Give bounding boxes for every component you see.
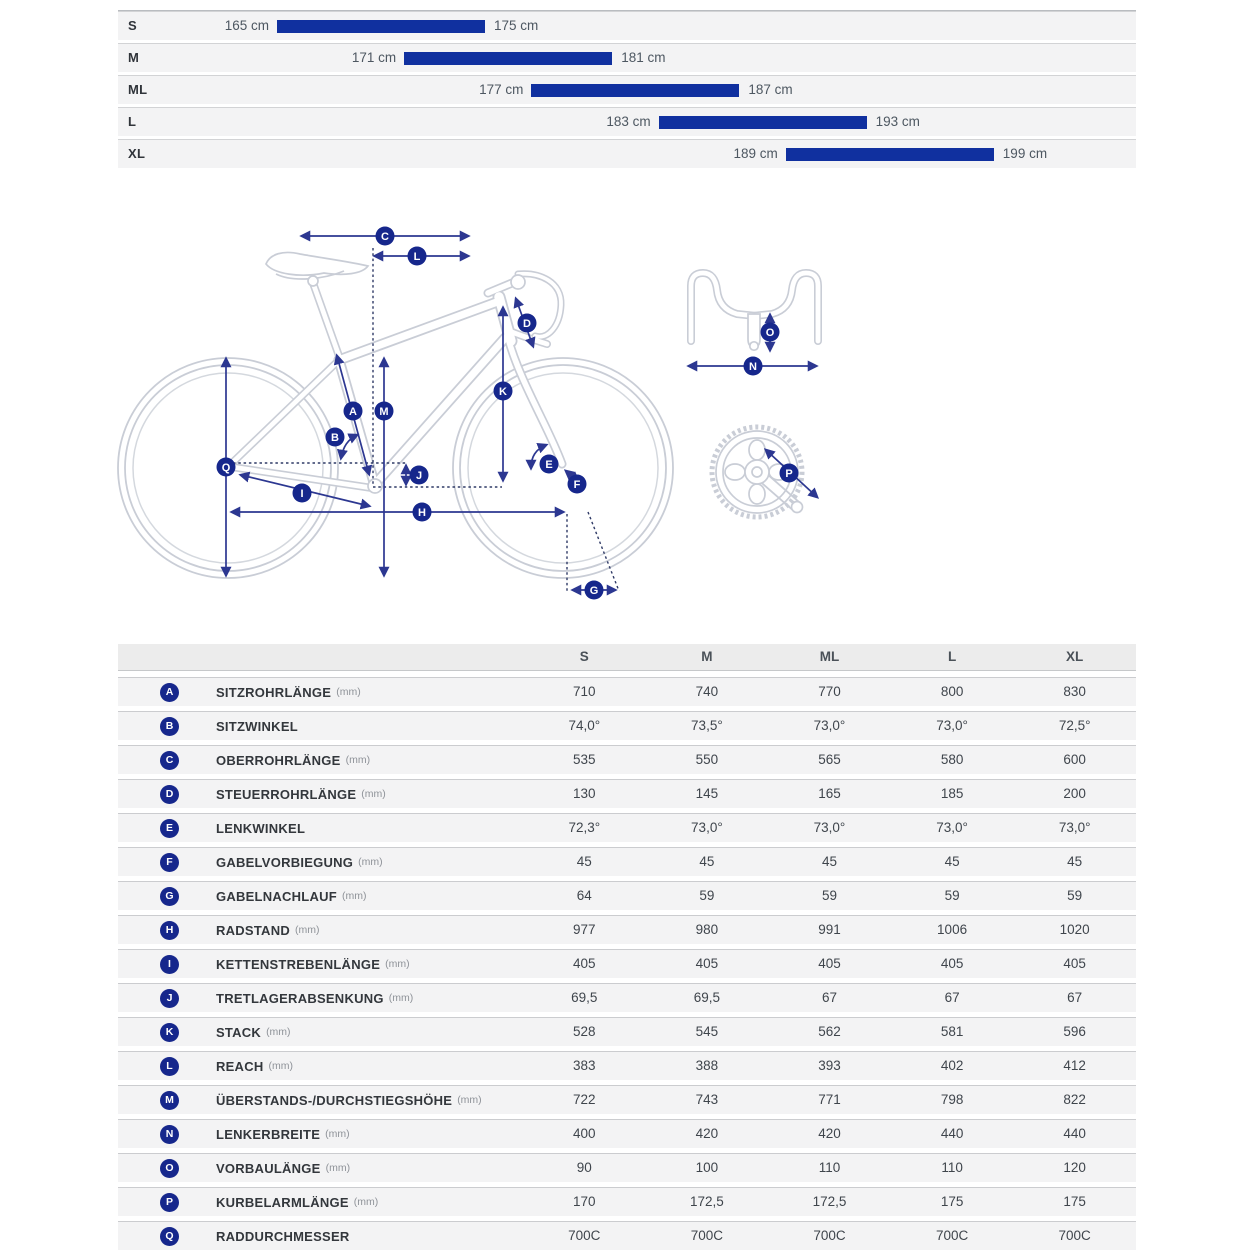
size-chart-row-XL bbox=[118, 139, 1136, 168]
height-min-label: 165 cm bbox=[224, 18, 269, 33]
value-cell-F-M: 45 bbox=[699, 854, 715, 869]
row-badge-K: K bbox=[160, 1023, 179, 1042]
svg-text:I: I bbox=[300, 487, 304, 500]
value-cell-E-ML: 73,0° bbox=[813, 820, 846, 835]
row-measure-unit: (mm) bbox=[325, 1162, 351, 1174]
height-range-bar bbox=[786, 148, 994, 161]
geometry-row-Q bbox=[118, 1221, 1136, 1250]
value-cell-L-ML: 393 bbox=[818, 1058, 841, 1073]
row-measure-name: ÜBERSTANDS-/DURCHSTIEGSHÖHE bbox=[216, 1092, 453, 1108]
geometry-row-D bbox=[118, 779, 1136, 808]
value-cell-N-ML: 420 bbox=[818, 1126, 841, 1141]
geometry-row-P bbox=[118, 1187, 1136, 1216]
value-cell-P-L: 175 bbox=[940, 1194, 964, 1209]
height-range-bar bbox=[277, 20, 485, 33]
rider-height-size-chart bbox=[118, 10, 1136, 171]
row-measure-name: TRETLAGERABSENKUNG bbox=[216, 990, 384, 1006]
row-measure-unit: (mm) bbox=[457, 1094, 482, 1106]
value-cell-L-L: 402 bbox=[940, 1058, 964, 1073]
size-chart-row-S bbox=[118, 11, 1136, 40]
row-measure-unit: (mm) bbox=[385, 958, 410, 970]
row-measure-name: STEUERROHRLÄNGE bbox=[216, 786, 357, 802]
geometry-row-H bbox=[118, 915, 1136, 944]
row-label-cell bbox=[118, 746, 523, 774]
value-cell-O-S: 90 bbox=[576, 1160, 592, 1175]
value-cell-G-L: 59 bbox=[944, 888, 960, 903]
value-cell-G-XL: 59 bbox=[1067, 888, 1083, 903]
height-max-label: 175 cm bbox=[494, 18, 539, 33]
geometry-row-A bbox=[118, 677, 1136, 706]
value-cell-Q-S: 700C bbox=[568, 1228, 601, 1243]
value-cell-M-S: 722 bbox=[573, 1092, 596, 1107]
row-measure-unit: (mm) bbox=[294, 924, 320, 936]
row-measure-unit: (mm) bbox=[266, 1026, 291, 1038]
height-max-label: 199 cm bbox=[1002, 146, 1048, 161]
value-cell-L-XL: 412 bbox=[1063, 1058, 1086, 1073]
value-cell-E-L: 73,0° bbox=[936, 820, 968, 835]
row-measure-name: RADSTAND bbox=[216, 922, 290, 938]
row-label-cell bbox=[118, 1222, 523, 1250]
geometry-row-I bbox=[118, 949, 1136, 978]
value-cell-Q-XL: 700C bbox=[1058, 1228, 1091, 1243]
row-label-cell bbox=[118, 814, 523, 842]
row-badge-L: L bbox=[160, 1057, 179, 1076]
value-cell-I-L: 405 bbox=[940, 956, 964, 971]
geometry-table bbox=[118, 644, 1136, 1255]
row-badge-D: D bbox=[160, 785, 179, 804]
saddle bbox=[266, 252, 368, 275]
geometry-row-K bbox=[118, 1017, 1136, 1046]
saddle-clamp bbox=[308, 276, 318, 286]
row-label-cell bbox=[118, 1018, 523, 1046]
row-label-cell bbox=[118, 780, 523, 808]
row-measure-unit: (mm) bbox=[358, 856, 383, 868]
value-cell-K-ML: 562 bbox=[818, 1024, 841, 1039]
value-cell-O-ML: 110 bbox=[818, 1160, 841, 1175]
value-cell-D-ML: 165 bbox=[818, 786, 841, 801]
value-cell-J-ML: 67 bbox=[821, 990, 837, 1005]
value-cell-G-ML: 59 bbox=[821, 888, 837, 903]
height-min-label: 177 cm bbox=[479, 82, 524, 97]
value-cell-F-XL: 45 bbox=[1067, 854, 1083, 869]
row-label-cell bbox=[118, 950, 523, 978]
value-cell-K-L: 581 bbox=[940, 1024, 964, 1039]
row-badge-J: J bbox=[160, 989, 179, 1008]
value-cell-F-ML: 45 bbox=[821, 854, 837, 869]
crank-spindle bbox=[745, 460, 769, 484]
value-cell-I-XL: 405 bbox=[1063, 956, 1086, 971]
row-measure-name: LENKERBREITE bbox=[216, 1126, 321, 1142]
value-cell-A-XL: 830 bbox=[1063, 684, 1086, 699]
svg-text:N: N bbox=[749, 360, 757, 373]
value-cell-A-S: 710 bbox=[573, 684, 596, 699]
size-label: ML bbox=[128, 82, 148, 97]
row-measure-unit: (mm) bbox=[361, 788, 386, 800]
row-label-cell bbox=[118, 848, 523, 876]
row-measure-name: GABELNACHLAUF bbox=[216, 888, 337, 904]
row-badge-C: C bbox=[160, 751, 179, 770]
row-badge-Q: Q bbox=[160, 1227, 179, 1246]
size-label: S bbox=[128, 18, 137, 33]
value-cell-Q-L: 700C bbox=[935, 1228, 969, 1243]
geometry-row-F bbox=[118, 847, 1136, 876]
value-cell-K-M: 545 bbox=[695, 1024, 719, 1039]
value-cell-Q-M: 700C bbox=[690, 1228, 724, 1243]
svg-text:P: P bbox=[785, 467, 793, 480]
handlebar-clamp bbox=[511, 275, 525, 289]
row-badge-H: H bbox=[160, 921, 179, 940]
svg-text:O: O bbox=[765, 326, 775, 339]
table-header-row bbox=[118, 644, 1136, 671]
value-cell-J-S: 69,5 bbox=[571, 990, 598, 1005]
svg-text:L: L bbox=[413, 250, 421, 263]
value-cell-B-M: 73,5° bbox=[691, 718, 723, 733]
value-cell-J-M: 69,5 bbox=[693, 990, 721, 1005]
row-label-cell bbox=[118, 1188, 523, 1216]
value-cell-Q-ML: 700C bbox=[813, 1228, 846, 1243]
height-range-bar bbox=[659, 116, 867, 129]
svg-text:Q: Q bbox=[221, 461, 231, 474]
geometry-row-G bbox=[118, 881, 1136, 910]
row-measure-name: KURBELARMLÄNGE bbox=[216, 1194, 349, 1210]
value-cell-I-ML: 405 bbox=[818, 956, 841, 971]
diagram-badge-P bbox=[780, 464, 799, 483]
height-max-label: 181 cm bbox=[621, 50, 666, 65]
row-badge-N: N bbox=[160, 1125, 179, 1144]
svg-text:F: F bbox=[573, 478, 581, 491]
value-cell-P-ML: 172,5 bbox=[812, 1194, 847, 1209]
row-badge-G: G bbox=[160, 887, 179, 906]
row-label-cell bbox=[118, 678, 523, 706]
row-badge-A: A bbox=[160, 683, 179, 702]
row-measure-name: LENKWINKEL bbox=[216, 820, 306, 836]
diagram-badge-I bbox=[293, 484, 312, 503]
value-cell-H-S: 977 bbox=[573, 922, 596, 937]
bottom-bracket bbox=[368, 479, 382, 493]
value-cell-N-M: 420 bbox=[695, 1126, 719, 1141]
svg-text:C: C bbox=[381, 230, 389, 243]
value-cell-D-XL: 200 bbox=[1063, 786, 1086, 801]
row-label-cell bbox=[118, 1052, 523, 1080]
row-label-cell bbox=[118, 1120, 523, 1148]
value-cell-P-S: 170 bbox=[573, 1194, 596, 1209]
value-cell-N-S: 400 bbox=[573, 1126, 596, 1141]
column-header-ML: ML bbox=[819, 649, 840, 664]
row-measure-unit: (mm) bbox=[353, 1196, 379, 1208]
diagram-badge-C bbox=[376, 227, 395, 246]
row-measure-name: OBERROHRLÄNGE bbox=[216, 752, 341, 768]
height-range-bar bbox=[531, 84, 739, 97]
table-header-spacer bbox=[118, 644, 523, 670]
height-range-bar bbox=[404, 52, 612, 65]
value-cell-M-M: 743 bbox=[695, 1092, 719, 1107]
value-cell-H-L: 1006 bbox=[937, 922, 968, 937]
diagram-badge-H bbox=[413, 503, 432, 522]
svg-text:J: J bbox=[415, 469, 423, 482]
diagram-badge-N bbox=[744, 357, 763, 376]
row-badge-E: E bbox=[160, 819, 179, 838]
value-cell-A-ML: 770 bbox=[818, 684, 841, 699]
svg-text:G: G bbox=[589, 584, 599, 597]
geometry-row-C bbox=[118, 745, 1136, 774]
geometry-row-B bbox=[118, 711, 1136, 740]
value-cell-L-M: 388 bbox=[695, 1058, 719, 1073]
row-badge-M: M bbox=[160, 1091, 179, 1110]
value-cell-C-S: 535 bbox=[573, 752, 596, 767]
row-label-cell bbox=[118, 916, 523, 944]
value-cell-C-XL: 600 bbox=[1063, 752, 1086, 767]
row-label-cell bbox=[118, 882, 523, 910]
bike-geometry-diagram bbox=[0, 210, 1254, 610]
value-cell-D-L: 185 bbox=[940, 786, 964, 801]
row-badge-B: B bbox=[160, 717, 179, 736]
row-measure-unit: (mm) bbox=[336, 686, 361, 698]
column-header-M: M bbox=[701, 649, 713, 664]
value-cell-O-XL: 120 bbox=[1063, 1160, 1086, 1175]
row-measure-name: VORBAULÄNGE bbox=[216, 1160, 321, 1176]
geometry-row-O bbox=[118, 1153, 1136, 1182]
svg-text:H: H bbox=[418, 506, 426, 519]
pedal-hole bbox=[792, 502, 803, 513]
diagram-badge-M bbox=[375, 402, 394, 421]
value-cell-K-S: 528 bbox=[573, 1024, 596, 1039]
svg-text:K: K bbox=[499, 385, 507, 398]
value-cell-G-M: 59 bbox=[699, 888, 715, 903]
svg-text:M: M bbox=[379, 405, 389, 418]
row-measure-unit: (mm) bbox=[345, 754, 371, 766]
value-cell-L-S: 383 bbox=[573, 1058, 596, 1073]
size-chart-row-L bbox=[118, 107, 1136, 136]
value-cell-E-M: 73,0° bbox=[691, 820, 723, 835]
column-header-S: S bbox=[579, 649, 589, 664]
value-cell-H-ML: 991 bbox=[818, 922, 841, 937]
height-min-label: 183 cm bbox=[606, 114, 651, 129]
height-max-label: 187 cm bbox=[748, 82, 793, 97]
value-cell-I-S: 405 bbox=[573, 956, 596, 971]
value-cell-C-M: 550 bbox=[695, 752, 719, 767]
diagram-badge-E bbox=[540, 455, 559, 474]
height-min-label: 189 cm bbox=[733, 146, 778, 161]
row-measure-name: RADDURCHMESSER bbox=[216, 1228, 350, 1244]
value-cell-J-XL: 67 bbox=[1067, 990, 1083, 1005]
row-measure-name: KETTENSTREBENLÄNGE bbox=[216, 956, 381, 972]
geometry-row-J bbox=[118, 983, 1136, 1012]
diagram-badge-J bbox=[410, 466, 429, 485]
value-cell-D-M: 145 bbox=[695, 786, 719, 801]
value-cell-E-S: 72,3° bbox=[568, 820, 601, 835]
row-measure-unit: (mm) bbox=[325, 1128, 350, 1140]
geometry-row-M bbox=[118, 1085, 1136, 1114]
value-cell-C-ML: 565 bbox=[818, 752, 841, 767]
value-cell-I-M: 405 bbox=[695, 956, 719, 971]
value-cell-M-XL: 822 bbox=[1063, 1092, 1086, 1107]
row-measure-name: STACK bbox=[216, 1024, 262, 1040]
frame-outline bbox=[230, 273, 818, 507]
value-cell-C-L: 580 bbox=[940, 752, 964, 767]
value-cell-A-L: 800 bbox=[940, 684, 964, 699]
value-cell-P-XL: 175 bbox=[1063, 1194, 1086, 1209]
row-label-cell bbox=[118, 1154, 523, 1182]
geometry-row-N bbox=[118, 1119, 1136, 1148]
row-label-cell bbox=[118, 1086, 523, 1114]
value-cell-N-XL: 440 bbox=[1063, 1126, 1086, 1141]
size-label: M bbox=[128, 50, 140, 65]
value-cell-O-M: 100 bbox=[695, 1160, 719, 1175]
svg-text:E: E bbox=[545, 458, 553, 471]
value-cell-H-M: 980 bbox=[695, 922, 719, 937]
value-cell-B-ML: 73,0° bbox=[813, 718, 846, 733]
value-cell-B-XL: 72,5° bbox=[1058, 718, 1091, 733]
value-cell-M-L: 798 bbox=[940, 1092, 964, 1107]
value-cell-E-XL: 73,0° bbox=[1058, 820, 1091, 835]
row-badge-O: O bbox=[160, 1159, 179, 1178]
row-badge-F: F bbox=[160, 853, 179, 872]
column-header-XL: XL bbox=[1066, 649, 1084, 664]
svg-text:D: D bbox=[523, 317, 531, 330]
diagram-badge-D bbox=[518, 314, 537, 333]
geometry-row-L bbox=[118, 1051, 1136, 1080]
diagram-badge-F bbox=[568, 475, 587, 494]
diagram-badge-O bbox=[761, 323, 780, 342]
row-measure-unit: (mm) bbox=[341, 890, 367, 902]
value-cell-N-L: 440 bbox=[940, 1126, 964, 1141]
value-cell-B-L: 73,0° bbox=[936, 718, 968, 733]
svg-text:A: A bbox=[349, 405, 357, 418]
row-measure-unit: (mm) bbox=[388, 992, 414, 1004]
row-label-cell bbox=[118, 984, 523, 1012]
svg-text:B: B bbox=[331, 431, 339, 444]
diagram-badge-Q bbox=[217, 458, 236, 477]
row-measure-name: SITZWINKEL bbox=[216, 718, 298, 734]
size-chart-row-ML bbox=[118, 75, 1136, 104]
value-cell-F-L: 45 bbox=[944, 854, 960, 869]
diagram-badge-A bbox=[344, 402, 363, 421]
value-cell-J-L: 67 bbox=[944, 990, 960, 1005]
geometry-row-E bbox=[118, 813, 1136, 842]
value-cell-B-S: 74,0° bbox=[568, 718, 601, 733]
value-cell-A-M: 740 bbox=[695, 684, 719, 699]
value-cell-G-S: 64 bbox=[576, 888, 592, 903]
size-label: L bbox=[128, 114, 137, 129]
row-label-cell bbox=[118, 712, 523, 740]
diagram-badge-K bbox=[494, 382, 513, 401]
size-label: XL bbox=[128, 146, 146, 161]
value-cell-H-XL: 1020 bbox=[1059, 922, 1090, 937]
diagram-badge-B bbox=[326, 428, 345, 447]
row-measure-unit: (mm) bbox=[268, 1060, 293, 1072]
height-max-label: 193 cm bbox=[875, 114, 920, 129]
column-header-L: L bbox=[947, 649, 957, 664]
value-cell-F-S: 45 bbox=[576, 854, 592, 869]
value-cell-D-S: 130 bbox=[573, 786, 596, 801]
row-measure-name: SITZROHRLÄNGE bbox=[216, 684, 332, 700]
value-cell-M-ML: 771 bbox=[818, 1092, 841, 1107]
height-min-label: 171 cm bbox=[351, 50, 397, 65]
value-cell-P-M: 172,5 bbox=[689, 1194, 724, 1209]
value-cell-K-XL: 596 bbox=[1063, 1024, 1086, 1039]
size-chart-row-M bbox=[118, 43, 1136, 72]
value-cell-O-L: 110 bbox=[941, 1160, 963, 1175]
row-measure-name: REACH bbox=[216, 1058, 264, 1074]
row-measure-name: GABELVORBIEGUNG bbox=[216, 854, 354, 870]
row-badge-P: P bbox=[160, 1193, 179, 1212]
diagram-badge-G bbox=[585, 581, 604, 600]
row-badge-I: I bbox=[160, 955, 179, 974]
diagram-badge-L bbox=[408, 247, 427, 266]
